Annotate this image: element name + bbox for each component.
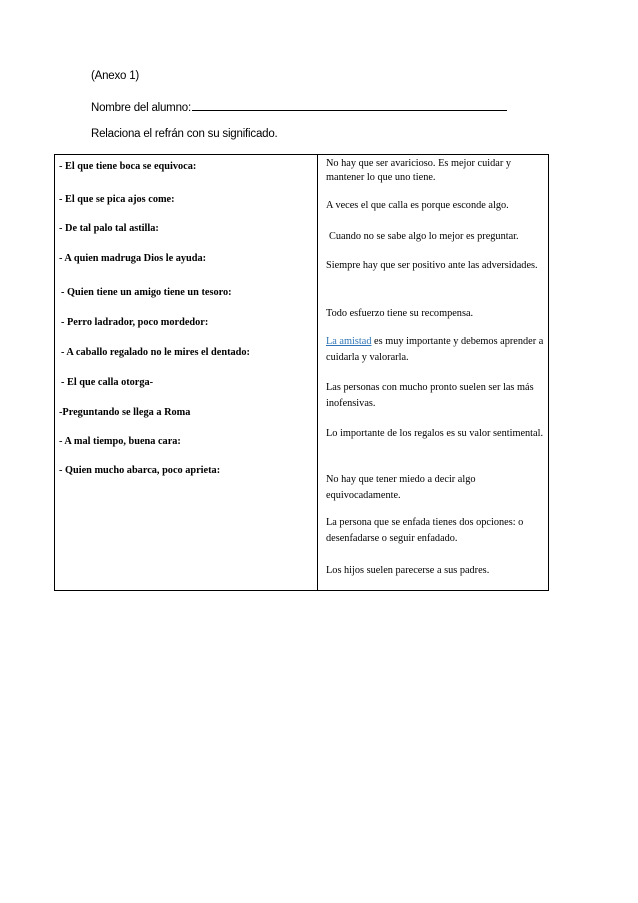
student-name-label: Nombre del alumno:	[91, 102, 191, 114]
saying-item: - A quien madruga Dios le ayuda:	[59, 253, 207, 264]
saying-item: - A caballo regalado no le mires el dentado:	[61, 347, 250, 358]
amistad-link[interactable]: La amistad	[326, 336, 372, 347]
saying-item: - El que se pica ajos come:	[59, 194, 175, 205]
saying-item: - El que calla otorga-	[61, 377, 154, 388]
saying-item: - El que tiene boca se equivoca:	[59, 161, 197, 172]
meaning-item: A veces el que calla es porque esconde algo.	[326, 200, 509, 211]
annex-label: (Anexo 1)	[91, 70, 140, 82]
sayings-column	[55, 155, 317, 590]
meaning-item: Siempre hay que ser positivo ante las adversidades.	[326, 260, 538, 271]
saying-item: - Quien tiene un amigo tiene un tesoro:	[61, 287, 232, 298]
saying-item: - De tal palo tal astilla:	[59, 223, 159, 234]
meaning-item: Los hijos suelen parecerse a sus padres.	[326, 565, 490, 576]
student-name-blank[interactable]	[192, 99, 507, 111]
saying-item: - A mal tiempo, buena cara:	[59, 436, 181, 447]
saying-item: - Quien mucho abarca, poco aprieta:	[59, 465, 221, 476]
saying-item: - Perro ladrador, poco mordedor:	[61, 317, 209, 328]
meanings-column	[318, 155, 548, 590]
student-name-line	[91, 99, 507, 114]
saying-item: -Preguntando se llega a Roma	[59, 407, 191, 418]
meaning-item: Cuando no se sabe algo lo mejor es preguntar.	[329, 231, 519, 242]
meaning-item: Las personas con mucho pronto suelen ser las más inofensivas.	[326, 382, 534, 409]
meaning-item: La persona que se enfada tienes dos opciones: o desenfadarse o seguir enfadado.	[326, 517, 524, 544]
instruction-text: Relaciona el refrán con su significado.	[91, 128, 278, 140]
meaning-item: Lo importante de los regalos es su valor sentimental.	[326, 428, 544, 439]
meaning-item	[326, 334, 548, 366]
meaning-item: Todo esfuerzo tiene su recompensa.	[326, 308, 474, 319]
meaning-item-rest: es muy importante y debemos aprender a cuidarla y valorarla.	[326, 336, 544, 363]
matching-table	[54, 154, 549, 591]
meaning-item: No hay que ser avaricioso. Es mejor cuidar y mantener lo que uno tiene.	[326, 158, 511, 183]
meaning-item: No hay que tener miedo a decir algo equivocadamente.	[326, 474, 476, 501]
